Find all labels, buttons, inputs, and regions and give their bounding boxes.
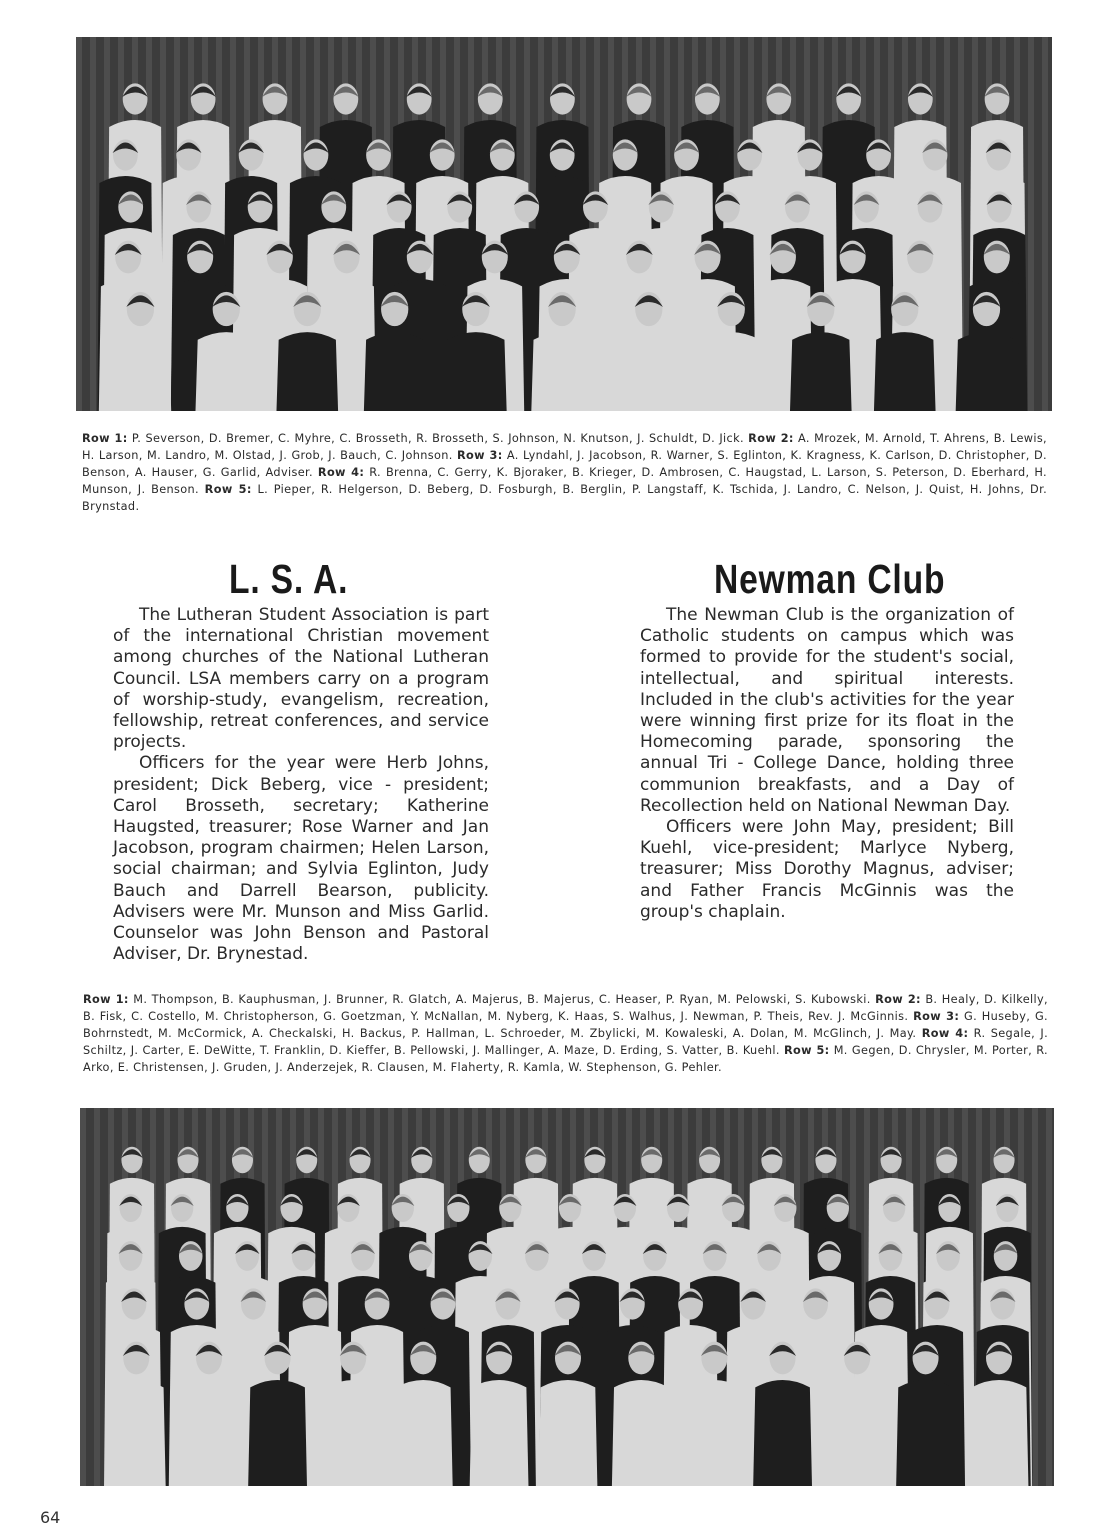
person-figure xyxy=(470,1380,529,1486)
caption-row-names: M. Gegen, D. Chrysler, M. Porter, R. Arko, E. Christensen, J. Gruden, J. Anderzejek, R. Clausen, M. Flaherty, R. Kamla, W. Stephenson, G. Pehler. xyxy=(83,1044,1048,1074)
person-figure xyxy=(685,1380,744,1486)
lsa-description xyxy=(113,605,489,965)
caption-row-names: P. Severson, D. Bremer, C. Myhre, C. Brosseth, R. Brosseth, S. Johnson, N. Knutson, J. Schuldt, D. Jick. xyxy=(127,432,749,445)
curtain-fold xyxy=(90,37,96,411)
caption-row-names: A. Lyndahl, J. Jacobson, R. Warner, S. Eglinton, K. Kragness, K. Carlson, D. Christopher, D. Benson, A. Hauser, G. Garlid, Adviser. xyxy=(82,449,1047,479)
person-figure xyxy=(324,1380,383,1486)
person-figure xyxy=(956,332,1018,411)
newman-paragraph-2: Officers were John May, president; Bill Kuehl, vice-president; Marlyce Nyberg, treasurer; Miss Dorothy Magnus, adviser; and Father Francis McGinnis was the group's chaplain. xyxy=(640,817,1014,922)
newman-paragraph-1: The Newman Club is the organization of Catholic students on campus which was formed to provide for the student's social, intellectual, and spiritual interests. Included in the club's activities for the year were winning first prize for its float in the Homecoming parade, sponsoring the annual Tri - College Dance, holding three communion breakfasts, and a Day of Recollection held on National Newman Day. xyxy=(640,605,1014,816)
caption-row-label: Row 3: xyxy=(913,1010,960,1023)
curtain-fold xyxy=(1046,1108,1052,1486)
person-figure xyxy=(612,1380,671,1486)
caption-row-names: L. Pieper, R. Helgerson, D. Beberg, D. Fosburgh, B. Berglin, P. Langstaff, K. Tschida, J. Landro, C. Nelson, J. Quist, H. Johns, Dr. Brynstad. xyxy=(82,483,1048,513)
person-figure xyxy=(180,1380,239,1486)
person-figure xyxy=(195,332,257,411)
person-figure xyxy=(896,1380,955,1486)
caption-row-label: Row 5: xyxy=(783,1044,830,1057)
newman-heading: Newman Club xyxy=(714,556,946,602)
person-figure xyxy=(753,1380,812,1486)
newman-photo-caption xyxy=(83,991,1048,1076)
person-figure xyxy=(828,1380,887,1486)
lsa-photo-illustration xyxy=(76,37,1052,411)
caption-row-names: R. Segale, J. Schiltz, J. Carter, E. DeWitte, T. Franklin, D. Kieffer, B. Pellowski, J. Mallinger, A. Maze, D. Erding, S. Vatter, B. Kuehl. xyxy=(83,1027,1049,1057)
person-figure xyxy=(790,332,852,411)
caption-row-names: M. Thompson, B. Kauphusman, J. Brunner, R. Glatch, A. Majerus, B. Majerus, C. Heaser, P. Ryan, M. Pelowski, S. Kubowski. xyxy=(128,993,876,1006)
caption-row-names: B. Healy, D. Kilkelly, B. Fisk, C. Costello, M. Christopherson, G. Goetzman, Y. McNallan, M. Nyberg, K. Haas, S. Walhus, J. Newman, P. Theis, Rev. J. McGinnis. xyxy=(83,993,1048,1023)
lsa-paragraph-2: Officers for the year were Herb Johns, president; Dick Beberg, vice - president; Carol Brosseth, secretary; Katherine Haugsted, treasurer; Rose Warner and Jan Jacobson, program chairmen; Helen Larson, social chairman; and Sylvia Eglinton, Judy Bauch and Darrell Bearson, publicity. Advisers were Mr. Munson and Miss Garlid. Counselor was John Benson and Pastoral Adviser, Dr. Brynestad. xyxy=(113,753,489,965)
person-figure xyxy=(539,1380,598,1486)
newman-photo-illustration xyxy=(80,1108,1054,1486)
caption-row-label: Row 3: xyxy=(457,449,503,462)
person-figure xyxy=(618,332,680,411)
curtain-fold xyxy=(1028,37,1034,411)
caption-row-label: Row 2: xyxy=(875,993,921,1006)
newman-description xyxy=(640,605,1014,923)
person-figure xyxy=(394,1380,453,1486)
caption-row-label: Row 1: xyxy=(82,432,128,445)
page-number: 64 xyxy=(40,1508,61,1527)
person-figure xyxy=(248,1380,307,1486)
caption-row-names: G. Huseby, G. Bohrnstedt, M. McCormick, A. Checkalski, H. Backus, P. Hallman, L. Schroeder, M. Zbylicki, M. Kowaleski, A. Dolan, M. McGlinch, J. May. xyxy=(83,1010,1048,1040)
person-figure xyxy=(700,332,762,411)
person-figure xyxy=(531,332,593,411)
person-figure xyxy=(364,332,426,411)
caption-row-label: Row 4: xyxy=(317,466,365,479)
curtain-fold xyxy=(1032,1108,1038,1486)
caption-row-label: Row 5: xyxy=(204,483,252,496)
caption-row-names: R. Brenna, C. Gerry, K. Bjoraker, B. Krieger, D. Ambrosen, C. Haugstad, L. Larson, S. Peterson, D. Eberhard, H. Munson, J. Benson. xyxy=(82,466,1047,496)
lsa-photo-caption xyxy=(82,430,1047,515)
person-figure xyxy=(445,332,507,411)
person-figure xyxy=(107,1380,166,1486)
newman-group-photo xyxy=(80,1108,1054,1486)
lsa-group-photo xyxy=(76,37,1052,411)
lsa-paragraph-1: The Lutheran Student Association is part of the international Christian movement among churches of the National Lutheran Council. LSA members carry on a program of worship-study, evangelism, recreation, fellowship, retreat conferences, and service projects. xyxy=(113,605,489,753)
caption-row-label: Row 2: xyxy=(748,432,794,445)
caption-row-label: Row 4: xyxy=(921,1027,969,1040)
caption-row-names: A. Mrozek, M. Arnold, T. Ahrens, B. Lewis, H. Larson, M. Landro, M. Olstad, J. Grob, J. Bauch, C. Johnson. xyxy=(82,432,1047,462)
person-figure xyxy=(276,332,338,411)
person-figure xyxy=(970,1380,1029,1486)
lsa-heading: L. S. A. xyxy=(229,556,349,602)
person-figure xyxy=(110,332,172,411)
person-figure xyxy=(874,332,936,411)
curtain-fold xyxy=(1042,37,1048,411)
caption-row-label: Row 1: xyxy=(83,993,129,1006)
curtain-fold xyxy=(76,37,82,411)
curtain-fold xyxy=(94,1108,100,1486)
curtain-fold xyxy=(80,1108,86,1486)
